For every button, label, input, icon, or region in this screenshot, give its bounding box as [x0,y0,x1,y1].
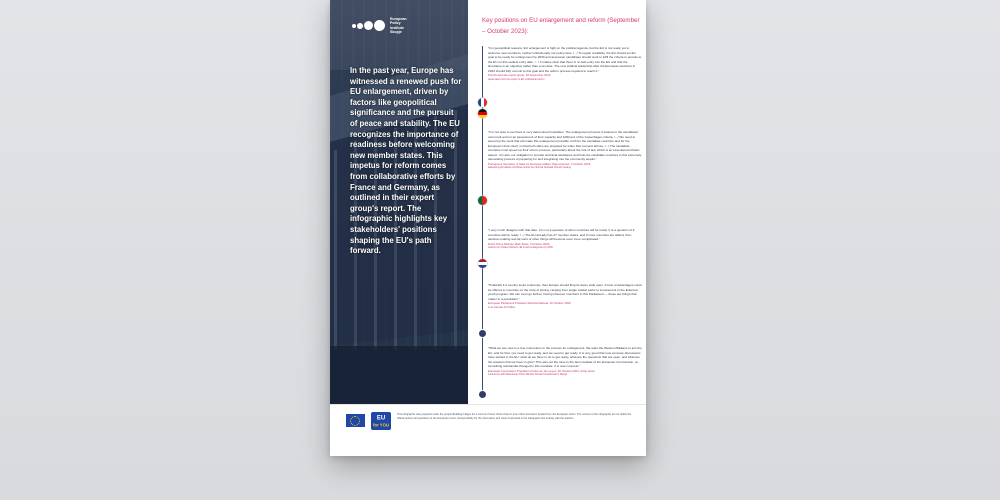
flag-portugal-icon [478,196,487,205]
flag-netherlands-icon [478,259,487,268]
logo-line-2: Policy [390,21,401,26]
logo-line-3: Institute [390,25,404,30]
quote-source: European Commission President Ursula von der Leyen, 30 October 2023, at the press [488,368,595,373]
logo-wordmark [390,17,426,35]
quote-note: addressing EU affairs committee before the informal Granada Council meeting [488,166,571,170]
flag-germany-icon [478,109,487,118]
eu-for-you-logo [371,412,391,430]
quote-source: European Parliament President Roberta Metsola, 20 October 2023, [488,301,572,305]
quote-text: "What we see now is a true momentum in the process for enlargement. We want the Western Balkans to join the EU, and for that, you need to get ready, and we need to get ready. It is very good that now concrete discussions have started in the EU: what do we have to do to get ready, what are the questions that are open, and what are the answers that we have to give? This was not the case in the last mandate of the European Commission, so something substantial changed in this mandate. It is now concrete." [488,346,642,368]
infographic-title: Key positions on EU enlargement and reform (September – October 2023): [482,17,640,35]
eu-stars-icon [350,416,360,426]
timeline-node-icon [479,391,486,398]
quote-text: "It is not wise to set fixed or very determined timetables. The enlargement process is based on the candidates' own merit and on an assessment of their capacity and fulfilment of the Copenhagen criteria. /.../ We need to speed up the work that will make this enlargement possible, both for the candidate countries and for the European Union itself, so that both sides are prepared for when that moment arrives. /.../ The candidate countries must speed up their reform process, particularly about the rule of law, which is an essential and basic aspect. It is also our obligation to provide technical assistance and help the candidate countries in this extremely demanding process of preparing for and integrating into the community acquis." [488,130,642,161]
quote-source: French-German expert group, 18 September 2023, [488,73,552,77]
epi-logo [352,17,426,35]
quote-note: quote taken from the report on EU institutional reform [488,77,545,81]
quote-text: "Politically if a country looks to Europe, then Europe should fling its doors wide open. A host of advantages could be offered to countries on the cusp of joining, ranging from single market perks to involvement in the Erasmus youth program. We can even go further, having observer members in this Parliament — these are things that matter to a population." [488,283,642,301]
footer-divider [330,404,646,405]
quote-block-4 [488,283,642,309]
quote-source: Portuguese Secretary of State for European Affairs Tiago Antunes, 3 October 2023, [488,161,592,166]
quote-block-3 [488,228,642,249]
logo-line-4: Skopje [390,30,402,35]
quote-block-2 [488,130,642,169]
eu-flag-icon [346,414,365,427]
quote-block-1 [488,46,642,81]
eu-label: EU [376,415,386,422]
timeline-node-icon [479,330,486,337]
infographic-poster [330,0,646,456]
left-panel [330,0,468,404]
footer-disclaimer: This infographic was prepared under the project Building bridges for a common future: Role of law in time of EU accession funded from the European Union. The content of the infographic do not reflect the official opinion and positions of the European Union. Responsibility for the information and views expressed in the infographic lies entirely with the authors. [397,413,632,420]
logo-line-1: European [390,17,407,21]
quote-text: "For geopolitical reasons, EU enlargement is high on the political agenda, but the EU is not ready yet to welcome new members, neither institutionally nor policy-wise. /.../ To regain credibility, the EU should set the goal to be ready for enlargement by 2030 and accession candidates should work to fulfil the criteria to accede to the EU on this earliest entry date. /.../ It makes clear that there is no fast-entry into the EU and that the timeframe is an objective rather than a set date. The new political leadership after the European elections in 2024 should fully commit to this goal and the reform process required to reach it." [488,46,642,73]
intro-text: In the past year, Europe has witnessed a renewed push for EU enlargement, driven by factors like geopolitical significance and the pursuit of peace and stability. The EU recognizes the importance of readiness before welcoming new member states. This impetus for reform comes from collaborative efforts by France and Germany, as outlined in their expert group's report. The infographic highlights key stakeholders' positions shaping the EU's path forward. [350,66,462,256]
quote-note: reaction on Charles Michel's call for EU enlargement by 2030 [488,246,553,250]
quote-block-5 [488,346,642,376]
quote-note: conference with Macedonian Prime Minister Dimitar Kovachevski in Skopje [488,373,568,377]
quote-text: "I very much disagree with that date. It is not a question of when countries will be ready. It is a question of if countries will be ready. /.../ The EU already has 27 member states, and if more countries are added, then decision-making and all sorts of other things will become even more complicated." [488,228,635,241]
flag-france-icon [478,98,487,107]
for-you-label: for YOU [373,422,389,428]
footer [330,404,646,456]
quote-source: Dutch Prime Minister Mark Rutte, 6 October 2023, [488,241,551,246]
logo-dots-icon [352,20,385,31]
quote-note: in an interview for Politico [488,305,516,309]
